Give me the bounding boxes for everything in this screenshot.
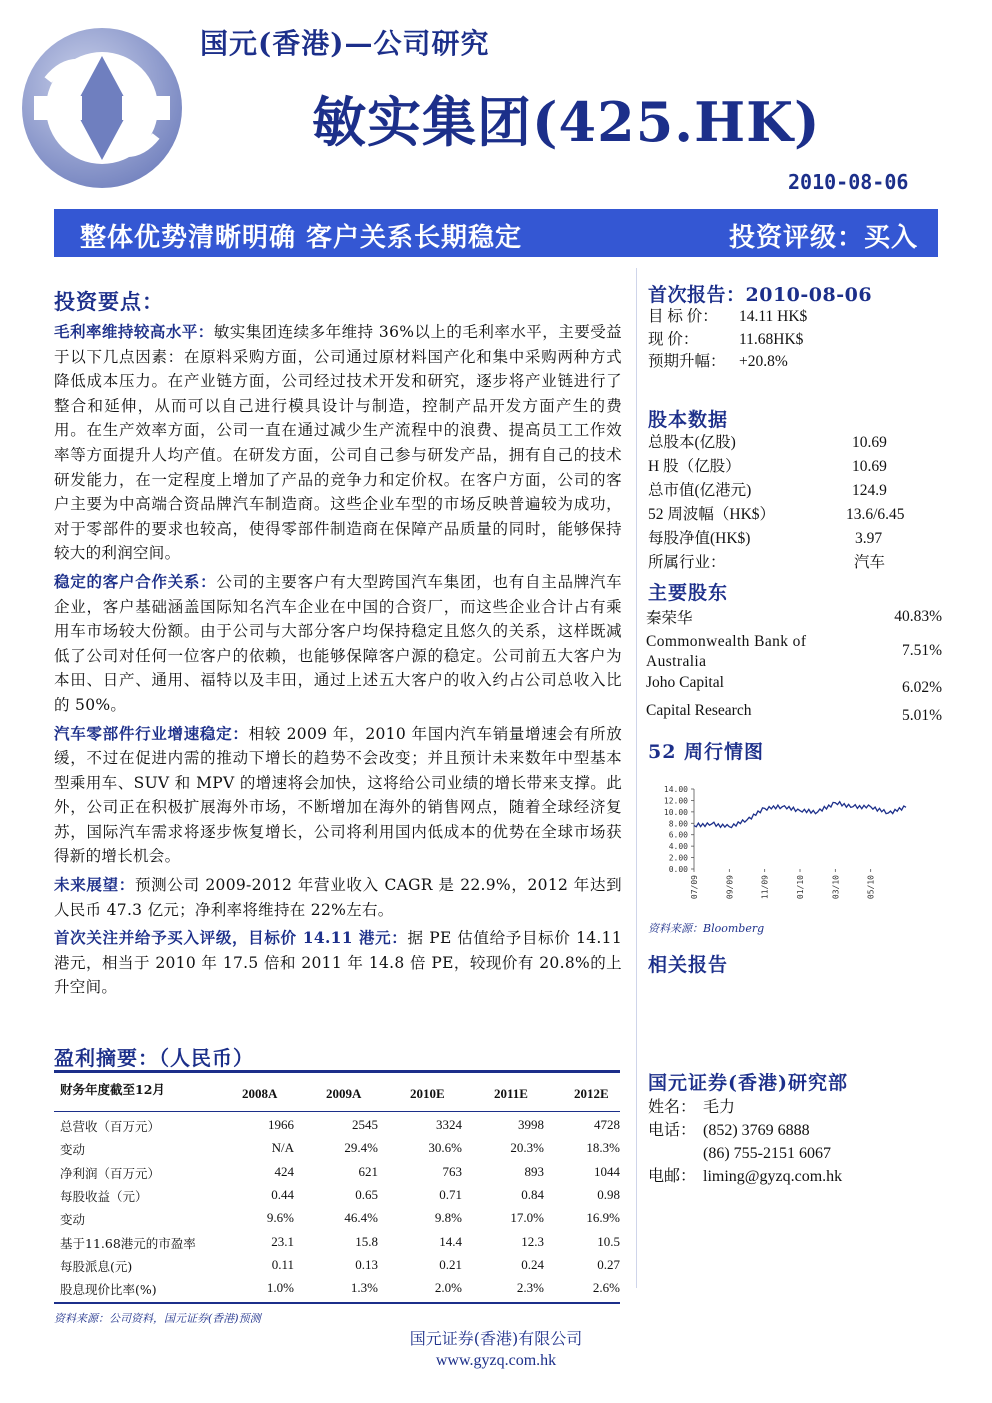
share-value: 124.9: [852, 482, 887, 499]
table-row: [54, 1137, 620, 1160]
company-title: 敏实集团(425.HK): [312, 90, 821, 154]
banner-title: 整体优势清晰明确 客户关系长期稳定: [80, 223, 523, 253]
share-row: [648, 455, 948, 479]
price-label: 现 价：: [648, 330, 699, 348]
holder-row: [646, 630, 942, 674]
table-cell: 2.0%: [434, 1280, 462, 1296]
table-cell: 9.6%: [266, 1210, 294, 1226]
table-header-label: 财务年度截至12月: [60, 1082, 165, 1097]
para-outlook: [54, 873, 622, 922]
profit-table: [54, 1070, 620, 1306]
share-row: [648, 431, 948, 455]
table-cell: 0.21: [439, 1256, 462, 1272]
table-row: [54, 1231, 620, 1254]
para-lead: 毛利率维持较高水平：: [54, 322, 214, 341]
table-row: [54, 1184, 620, 1207]
table-row: [54, 1114, 620, 1137]
contact-block: [648, 1096, 842, 1188]
price-row-target: [648, 306, 948, 329]
table-cell: 893: [524, 1163, 544, 1179]
para-margin: [54, 320, 622, 566]
table-cell: 3324: [436, 1117, 462, 1132]
chart-x-tick-label: 09/09: [725, 875, 735, 900]
org-title: 国元(香港)—公司研究: [200, 27, 490, 60]
row-label: 股息现价比率(%): [60, 1282, 157, 1298]
row-label: 变动: [60, 1212, 86, 1228]
table-cell: N/A: [271, 1140, 294, 1156]
chart-y-tick-label: 8.00: [668, 819, 688, 829]
chart-x-tick-label: 07/09: [690, 875, 699, 900]
price-label: 目 标 价：: [648, 308, 718, 325]
table-row: [54, 1254, 620, 1277]
footer-company: 国元证券(香港)有限公司: [409, 1329, 583, 1348]
chart-y-tick-label: 10.00: [663, 807, 688, 817]
share-label: H 股（亿股）: [648, 458, 741, 475]
para-body: 公司的主要客户有大型跨国汽车集团，也有自主品牌汽车企业，客户基础涵盖国际知名汽车企业在中国的合资厂，而这些企业合计占有乘用车市场较大份额。由于公司与大部分客户均保持稳定且悠久的关系，这样既减低了公司对任何一位客户的依赖，也能够保障客户源的稳定。公司前五大客户为本田、日产、通用、福特以及丰田，通过上述五大客户的收入约占公司总收入比的 50%。: [54, 572, 622, 714]
chart-y-tick-label: 2.00: [668, 853, 688, 863]
table-cell: 12.3: [521, 1233, 544, 1249]
share-value: 13.6/6.45: [846, 506, 905, 523]
dept-title: 国元证券(香港)研究部: [648, 1072, 848, 1094]
holder-pct: 5.01%: [901, 707, 942, 724]
investment-points-title: 投资要点：: [54, 289, 164, 314]
share-label: 总市值(亿港元): [648, 482, 752, 499]
table-header-rule: [54, 1111, 620, 1112]
holders-list: [646, 604, 942, 730]
table-cell: 46.4%: [344, 1210, 378, 1226]
row-label: 基于11.68港元的市盈率: [60, 1235, 196, 1251]
table-cell: 20.3%: [510, 1140, 544, 1156]
table-bottom-rule: [54, 1302, 620, 1304]
share-row: [648, 479, 948, 503]
chart-y-tick-label: 6.00: [668, 830, 688, 840]
row-label: 总营收（百万元）: [60, 1119, 161, 1134]
table-cell: 29.4%: [344, 1140, 378, 1156]
table-cell: 2.6%: [592, 1280, 620, 1296]
chart-x-tick-label: 03/10: [831, 875, 841, 900]
report-date: 2010-08-06: [788, 170, 909, 194]
table-cell: 9.8%: [434, 1210, 462, 1226]
table-cell: 1.0%: [266, 1280, 294, 1296]
para-body: 敏实集团连续多年维持 36%以上的毛利率水平，主要受益于以下几点因素：在原料采购方面，公司通过原材料国产化和集中采购两种方式降低成本压力。在产业链方面，公司经过技术开发和研究，逐步将产业链进行了整合和延伸，从而可以自己进行模具设计与制造，控制产品开发方面产生的费用。在生产效率方面，公司一直在通过减少生产流程中的浪费、提高员工工作效率等方面提升人均产值。在研发方面，公司自己参与研发产品，拥有自己的技术研发能力，在一定程度上增加了产品的竞争力和定价权。在客户方面，公司的客户主要为中高端合资品牌汽车制造商。这些企业车型的市场反映普遍较为成功，对于零部件的要求也较高，使得零部件制造商在保障产品质量的同时，能够保持较大的利润空间。: [54, 323, 622, 563]
para-body: 相较 2009 年，2010 年国内汽车销量增速会有所放缓，不过在促进内需的推动下增长的趋势不会改变；并且预计未来数年中型基本型乘用车、SUV 和 MPV 的增速将会加快，这将给公司业绩的增长带来支撑。此外，公司正在积极扩展海外市场，不断增加在海外的销售网点，随着全球经济复苏，国际汽车需求将逐步恢复增长，公司将利用国内低成本的优势在全球市场获得新的增长机会。: [54, 724, 622, 866]
chart-title: 52 周行情图: [648, 741, 765, 763]
contact-row: [648, 1142, 842, 1165]
table-cell: 16.9%: [586, 1210, 620, 1226]
para-customers: [54, 570, 622, 718]
table-cell: 2.3%: [516, 1280, 544, 1296]
holder-row: [646, 604, 942, 630]
investment-points-body: [54, 320, 622, 1000]
row-label: 净利润（百万元）: [60, 1165, 161, 1181]
holder-pct: 40.83%: [894, 608, 942, 625]
price-chart: [648, 775, 918, 915]
table-cell: 10.5: [597, 1233, 620, 1249]
chart-x-tick-label: 05/10: [866, 875, 876, 900]
para-lead: 稳定的客户合作关系：: [54, 571, 217, 591]
table-row: [54, 1161, 620, 1184]
contact-row: [648, 1096, 842, 1119]
year-col: 2010E: [410, 1086, 445, 1101]
table-cell: 2545: [352, 1117, 378, 1132]
table-cell: 18.3%: [586, 1140, 620, 1156]
contact-row: [648, 1119, 842, 1142]
holder-name: 秦荣华: [646, 610, 693, 627]
share-label: 所属行业：: [648, 554, 726, 571]
chart-x-tick-label: 01/10: [796, 875, 805, 900]
holder-pct: 7.51%: [901, 642, 942, 659]
contact-value: (86) 755-2151 6067: [703, 1145, 831, 1162]
chart-y-tick-label: 12.00: [663, 796, 688, 806]
table-cell: 1.3%: [350, 1280, 378, 1296]
row-label: 每股派息(元): [60, 1258, 133, 1274]
price-value: +20.8%: [739, 353, 788, 370]
share-label: 每股净值(HK$): [648, 530, 751, 547]
table-cell: 3998: [518, 1117, 544, 1132]
table-cell: 14.4: [439, 1233, 462, 1249]
row-label: 变动: [60, 1142, 86, 1158]
para-rating: [54, 926, 622, 1000]
table-cell: 1966: [268, 1117, 294, 1132]
chart-y-tick-label: 0.00: [668, 865, 688, 874]
price-block: [648, 306, 948, 374]
first-report: 首次报告：2010-08-06: [648, 284, 873, 306]
contact-email[interactable]: liming@gyzq.com.hk: [703, 1168, 843, 1185]
price-row-current: [648, 329, 948, 352]
share-row: [648, 503, 948, 527]
table-cell: 30.6%: [428, 1140, 462, 1156]
table-cell: 0.27: [597, 1256, 620, 1272]
table-cell: 0.98: [597, 1186, 620, 1202]
sidebar-divider: [636, 268, 637, 1288]
table-cell: 15.8: [355, 1233, 378, 1249]
table-cell: 4728: [594, 1117, 620, 1132]
holder-row: [646, 674, 942, 702]
para-lead: 首次关注并给予买入评级，目标价 14.11 港元：: [54, 928, 408, 948]
table-cell: 621: [358, 1163, 378, 1179]
contact-value: 毛力: [703, 1099, 736, 1116]
table-cell: 0.11: [271, 1256, 294, 1272]
para-body: 预测公司 2009-2012 年营业收入 CAGR 是 22.9%，2012 年达到人民币 47.3 亿元；净利率将维持在 22%左右。: [54, 876, 622, 919]
share-data: [648, 431, 948, 575]
title-banner: [54, 209, 938, 257]
table-cell: 17.0%: [510, 1210, 544, 1226]
share-row: [648, 527, 948, 551]
row-label: 每股收益（元）: [60, 1188, 148, 1204]
table-cell: 0.24: [521, 1256, 544, 1272]
related-reports-title: 相关报告: [648, 954, 729, 976]
holder-row: [646, 702, 942, 730]
share-value: 10.69: [852, 458, 887, 475]
banner-rating: 投资评级：买入: [728, 223, 918, 253]
table-cell: 0.71: [439, 1186, 462, 1202]
share-value: 汽车: [854, 554, 886, 571]
chart-source: 资料来源：Bloomberg: [648, 922, 765, 935]
table-cell: 0.65: [355, 1186, 378, 1202]
table-row: [54, 1277, 620, 1300]
company-logo: [14, 20, 190, 196]
para-body: 据 PE 估值给予目标价 14.11 港元，相当于 2010 年 17.5 倍和 2011 年 14.8 倍 PE，较现价有 20.8%的上升空间。: [54, 929, 622, 997]
table-cell: 23.1: [271, 1233, 294, 1249]
contact-label: 电话：: [648, 1122, 697, 1139]
price-value: 14.11 HK$: [739, 308, 808, 325]
table-top-rule: [54, 1070, 620, 1073]
chart-price-line: [694, 802, 906, 828]
table-cell: 0.84: [521, 1186, 544, 1202]
share-data-title: 股本数据: [648, 409, 729, 431]
holder-name: Commonwealth Bank of Australia: [646, 633, 807, 670]
table-year-header: [54, 1086, 620, 1106]
chart-y-tick-label: 14.00: [663, 785, 688, 794]
price-value: 11.68HK$: [739, 330, 804, 348]
holder-name: Capital Research: [646, 702, 752, 719]
year-col: 2009A: [326, 1086, 362, 1101]
share-value: 3.97: [855, 530, 883, 547]
para-lead: 未来展望：: [54, 875, 135, 895]
share-label: 总股本(亿股): [648, 434, 736, 451]
table-cell: 1044: [594, 1163, 620, 1179]
profit-summary-title: 盈利摘要：（人民币）: [54, 1046, 254, 1070]
contact-label: 姓名：: [648, 1099, 697, 1116]
share-label: 52 周波幅（HK$）: [648, 506, 776, 523]
price-label: 预期升幅：: [648, 353, 726, 370]
para-industry: [54, 722, 622, 870]
holder-pct: 6.02%: [901, 679, 942, 696]
para-lead: 汽车零部件行业增速稳定：: [54, 723, 249, 743]
table-cell: 424: [274, 1163, 294, 1179]
share-value: 10.69: [852, 434, 887, 451]
table-cell: 763: [442, 1163, 462, 1179]
contact-row: [648, 1165, 842, 1188]
footer-website[interactable]: www.gyzq.com.hk: [435, 1352, 557, 1369]
share-row: [648, 551, 948, 575]
table-row: [54, 1207, 620, 1230]
holder-name: Joho Capital: [646, 674, 724, 691]
table-cell: 0.44: [271, 1186, 294, 1202]
table-cell: 0.13: [355, 1256, 378, 1272]
price-row-upside: [648, 351, 948, 374]
year-col: 2008A: [242, 1086, 278, 1101]
year-col: 2012E: [574, 1086, 609, 1101]
table-source: 资料来源：公司资料，国元证券(香港)预测: [54, 1312, 261, 1325]
chart-y-tick-label: 4.00: [668, 842, 688, 852]
chart-x-tick-label: 11/09: [760, 875, 770, 900]
holders-title: 主要股东: [648, 582, 729, 604]
year-col: 2011E: [494, 1086, 528, 1101]
contact-value: (852) 3769 6888: [703, 1122, 810, 1139]
contact-label: 电邮：: [648, 1168, 697, 1185]
